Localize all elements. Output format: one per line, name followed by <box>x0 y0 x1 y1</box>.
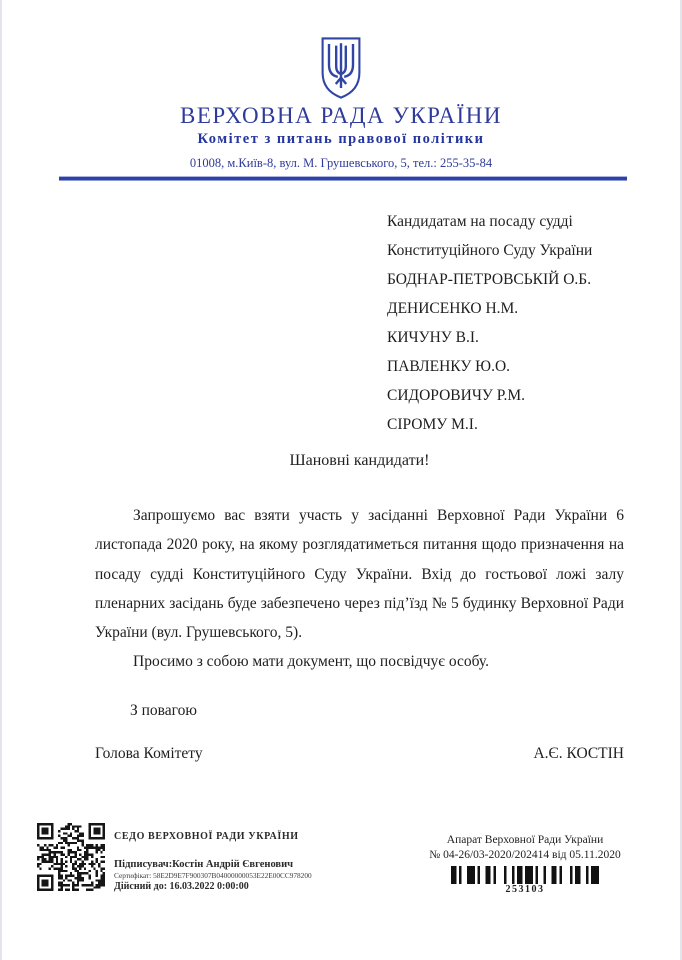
recipient-line: КИЧУНУ В.І. <box>387 329 479 346</box>
stamp-signer-line: Підписувач:Костін Андрій Євгенович <box>114 859 294 870</box>
registration-number: № 04-26/03-2020/202414 від 05.11.2020 <box>429 849 621 861</box>
letterhead-divider <box>59 176 627 182</box>
recipient-line: Конституційного Суду України <box>387 242 593 259</box>
signer-title: Голова Комітету <box>95 745 203 762</box>
recipient-block <box>387 207 592 439</box>
body-paragraph: Запрошуємо вас взяти участь у засіданні Верховної Ради України 6 листопада 2020 року, на якому розглядатиметься питання щодо призначення на посаду судді Конституційного Суду України. Вхід до гостьової ложі залу пленарних засідань буде забезпечено через під’їзд № 5 будинку Верховної Ради України (вул. Грушевського, 5). <box>95 507 624 642</box>
ukraine-trident-emblem-icon <box>317 36 365 100</box>
recipient-line: ПАВЛЕНКУ Ю.О. <box>387 358 511 375</box>
barcode-number: 253103 <box>505 884 545 895</box>
salutation: Шановні кандидати! <box>289 452 430 469</box>
committee-subtitle: Комітет з питань правової політики <box>197 131 485 147</box>
barcode <box>451 866 599 884</box>
closing-phrase: З повагою <box>130 702 197 719</box>
digital-signature-stamp <box>114 831 374 892</box>
certificate-line: Сертифікат: 58E2D9E7F900307B04000000053E22E00CC978200 <box>114 871 312 880</box>
recipient-line: СИДОРОВИЧУ Р.М. <box>387 387 525 404</box>
qr-code <box>37 823 105 891</box>
sedo-title: СЕДО ВЕРХОВНОЇ РАДИ УКРАЇНИ <box>114 831 299 842</box>
letter-body <box>95 501 624 677</box>
recipient-line: ДЕНИСЕНКО Н.М. <box>387 300 519 317</box>
validity-line: Дійсний до: 16.03.2022 0:00:00 <box>114 881 249 892</box>
office-line: Апарат Верховної Ради України <box>446 834 604 846</box>
recipient-line: СІРОМУ М.І. <box>387 416 478 433</box>
body-paragraph: Просимо з собою мати документ, що посвідчує особу. <box>133 653 489 671</box>
institution-title: ВЕРХОВНА РАДА УКРАЇНИ <box>180 103 502 128</box>
registration-stamp <box>420 833 630 895</box>
recipient-line: Кандидатам на посаду судді <box>387 213 573 230</box>
signer-name: А.Є. КОСТІН <box>533 745 624 762</box>
recipient-line: БОДНАР-ПЕТРОВСЬКІЙ О.Б. <box>387 271 592 288</box>
address-line: 01008, м.Київ-8, вул. М. Грушевського, 5, тел.: 255-35-84 <box>189 156 493 170</box>
signature-row <box>95 745 624 763</box>
